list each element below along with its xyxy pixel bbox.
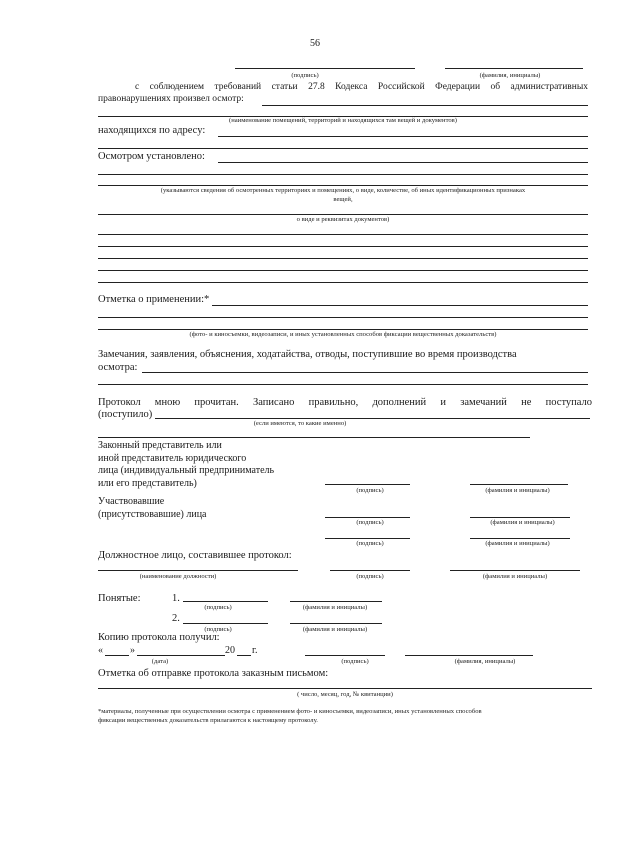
legal-representative-label — [98, 440, 274, 490]
caption-name-comma: (фамилия, инициалы) — [454, 658, 516, 665]
remarks-line[interactable] — [142, 372, 588, 373]
remarks-line-2: осмотра: — [98, 362, 138, 373]
caption-photo: (фото- и киносъемки, видеозаписи, и иных установленных способов фиксации вещественных доказательств) — [189, 331, 497, 338]
established-label: Осмотром установлено: — [98, 151, 205, 162]
caption-signature: (подпись) — [356, 540, 384, 547]
legal-rep-signature-line[interactable] — [325, 484, 410, 485]
protocol-line-2: (поступило) — [98, 409, 153, 420]
application-label: Отметка о применении:* — [98, 294, 210, 305]
participants-line-2: (присутствовавшие) лица — [98, 508, 207, 520]
date-day-line[interactable] — [105, 655, 129, 656]
established-line-2[interactable] — [98, 174, 588, 175]
info-line-2[interactable] — [98, 234, 588, 235]
participants-line-1: Участвовавшие — [98, 496, 165, 507]
established-line[interactable] — [218, 162, 588, 163]
official-label: Должностное лицо, составившее протокол: — [98, 550, 292, 561]
caption-signature: (подпись) — [356, 573, 384, 580]
copy-received-label: Копию протокола получил: — [98, 632, 220, 643]
caption-info-1: (указываются сведения об осмотренных территориях и помещениях, о виде, количестве, об иных идентификационных признаках — [160, 187, 526, 194]
remarks-line-1: Замечания, заявления, объяснения, ходатайства, отводы, поступившие во время производства — [98, 349, 517, 360]
caption-info-3: о виде и реквизитах документов) — [296, 216, 390, 223]
name-line[interactable] — [445, 68, 583, 69]
caption-name: (фамилия, инициалы) — [479, 72, 541, 79]
official-name-line[interactable] — [450, 570, 580, 571]
address-line-2[interactable] — [98, 148, 588, 149]
date-year-line[interactable] — [237, 655, 251, 656]
caption-name: (фамилия и инициалы) — [302, 626, 368, 633]
caption-signature: (подпись) — [341, 658, 369, 665]
caption-if-any: (если имеются, то какие именно) — [253, 420, 347, 427]
legal-rep-line-3: лица (индивидуальный предприниматель — [98, 465, 275, 476]
date-month-line[interactable] — [137, 655, 225, 656]
official-position-line[interactable] — [98, 570, 298, 571]
application-line-2[interactable] — [98, 317, 588, 318]
witness-2-signature-line[interactable] — [183, 623, 268, 624]
established-line-3[interactable] — [98, 185, 588, 186]
date-open-quote: « — [98, 645, 103, 656]
legal-rep-line-4: или его представитель) — [98, 477, 197, 489]
info-line-4[interactable] — [98, 258, 588, 259]
legal-rep-line-2: иной представитель юридического — [98, 452, 247, 464]
official-signature-line[interactable] — [330, 570, 410, 571]
info-line-3[interactable] — [98, 246, 588, 247]
mail-label: Отметка об отправке протокола заказным письмом: — [98, 668, 329, 679]
compliance-line-1: с соблюдением требований статьи 27.8 Кодекса Российской Федерации об административных — [135, 82, 588, 92]
witness-1-number: 1. — [172, 593, 180, 604]
protocol-remarks-line-2[interactable] — [98, 437, 530, 438]
witness-2-name-line[interactable] — [290, 623, 382, 624]
caption-name: (фамилия и инициалы) — [490, 519, 555, 526]
participant-1-signature-line[interactable] — [325, 517, 410, 518]
participant-2-signature-line[interactable] — [325, 538, 410, 539]
signature-line[interactable] — [235, 68, 415, 69]
caption-position: (наименование должности) — [139, 573, 217, 580]
witnesses-label: Понятые: — [98, 593, 141, 604]
application-line-3[interactable] — [98, 329, 588, 330]
info-line-6[interactable] — [98, 282, 588, 283]
date-close-quote: » — [130, 645, 135, 656]
witness-2-number: 2. — [172, 613, 180, 624]
caption-name: (фамилия и инициалы) — [485, 487, 550, 494]
caption-name: (фамилия и инициалы) — [302, 604, 368, 611]
legal-rep-name-line[interactable] — [470, 484, 568, 485]
caption-signature: (подпись) — [291, 72, 319, 79]
caption-name: (фамилия и инициалы) — [482, 573, 548, 580]
caption-signature: (подпись) — [356, 487, 384, 494]
participant-1-name-line[interactable] — [470, 517, 570, 518]
inspection-object-line[interactable] — [262, 105, 588, 106]
info-line[interactable] — [98, 214, 588, 215]
remarks-line-2-field[interactable] — [98, 384, 588, 385]
participants-label — [98, 496, 207, 521]
copy-name-line[interactable] — [405, 655, 533, 656]
caption-signature: (подпись) — [204, 626, 232, 633]
page-number: 56 — [310, 38, 320, 49]
caption-premises: (наименование помещений, территорий и находящихся там вещей и документов) — [229, 117, 457, 124]
footnote-line-1: *материалы, полученные при осуществлении осмотра с применением фото- и киносъемки, видеозаписи, иных установленных способов — [98, 708, 482, 715]
caption-info-2: вещей, — [333, 196, 353, 203]
compliance-line-2: правонарушениях произвел осмотр: — [98, 94, 244, 104]
caption-receipt: ( число, месяц, год, № квитанции) — [297, 691, 393, 698]
year-suffix: г. — [252, 645, 258, 656]
caption-signature: (подпись) — [204, 604, 232, 611]
caption-name: (фамилия и инициалы) — [485, 540, 550, 547]
address-label: находящихся по адресу: — [98, 125, 206, 136]
witness-1-name-line[interactable] — [290, 601, 382, 602]
caption-signature: (подпись) — [356, 519, 384, 526]
info-line-5[interactable] — [98, 270, 588, 271]
application-line[interactable] — [212, 305, 588, 306]
legal-rep-line-1: Законный представитель или — [98, 440, 222, 451]
address-line[interactable] — [218, 136, 588, 137]
year-prefix: 20 — [225, 645, 235, 656]
caption-date: (дата) — [151, 658, 169, 665]
footnote-line-2: фиксации вещественных доказательств прилагаются к настоящему протоколу. — [98, 717, 318, 724]
participant-2-name-line[interactable] — [470, 538, 570, 539]
witness-1-signature-line[interactable] — [183, 601, 268, 602]
copy-signature-line[interactable] — [305, 655, 385, 656]
mail-line[interactable] — [98, 688, 592, 689]
protocol-line-1: Протокол мною прочитан. Записано правильно, дополнений и замечаний не поступало — [98, 397, 592, 408]
protocol-remarks-line[interactable] — [155, 418, 590, 419]
